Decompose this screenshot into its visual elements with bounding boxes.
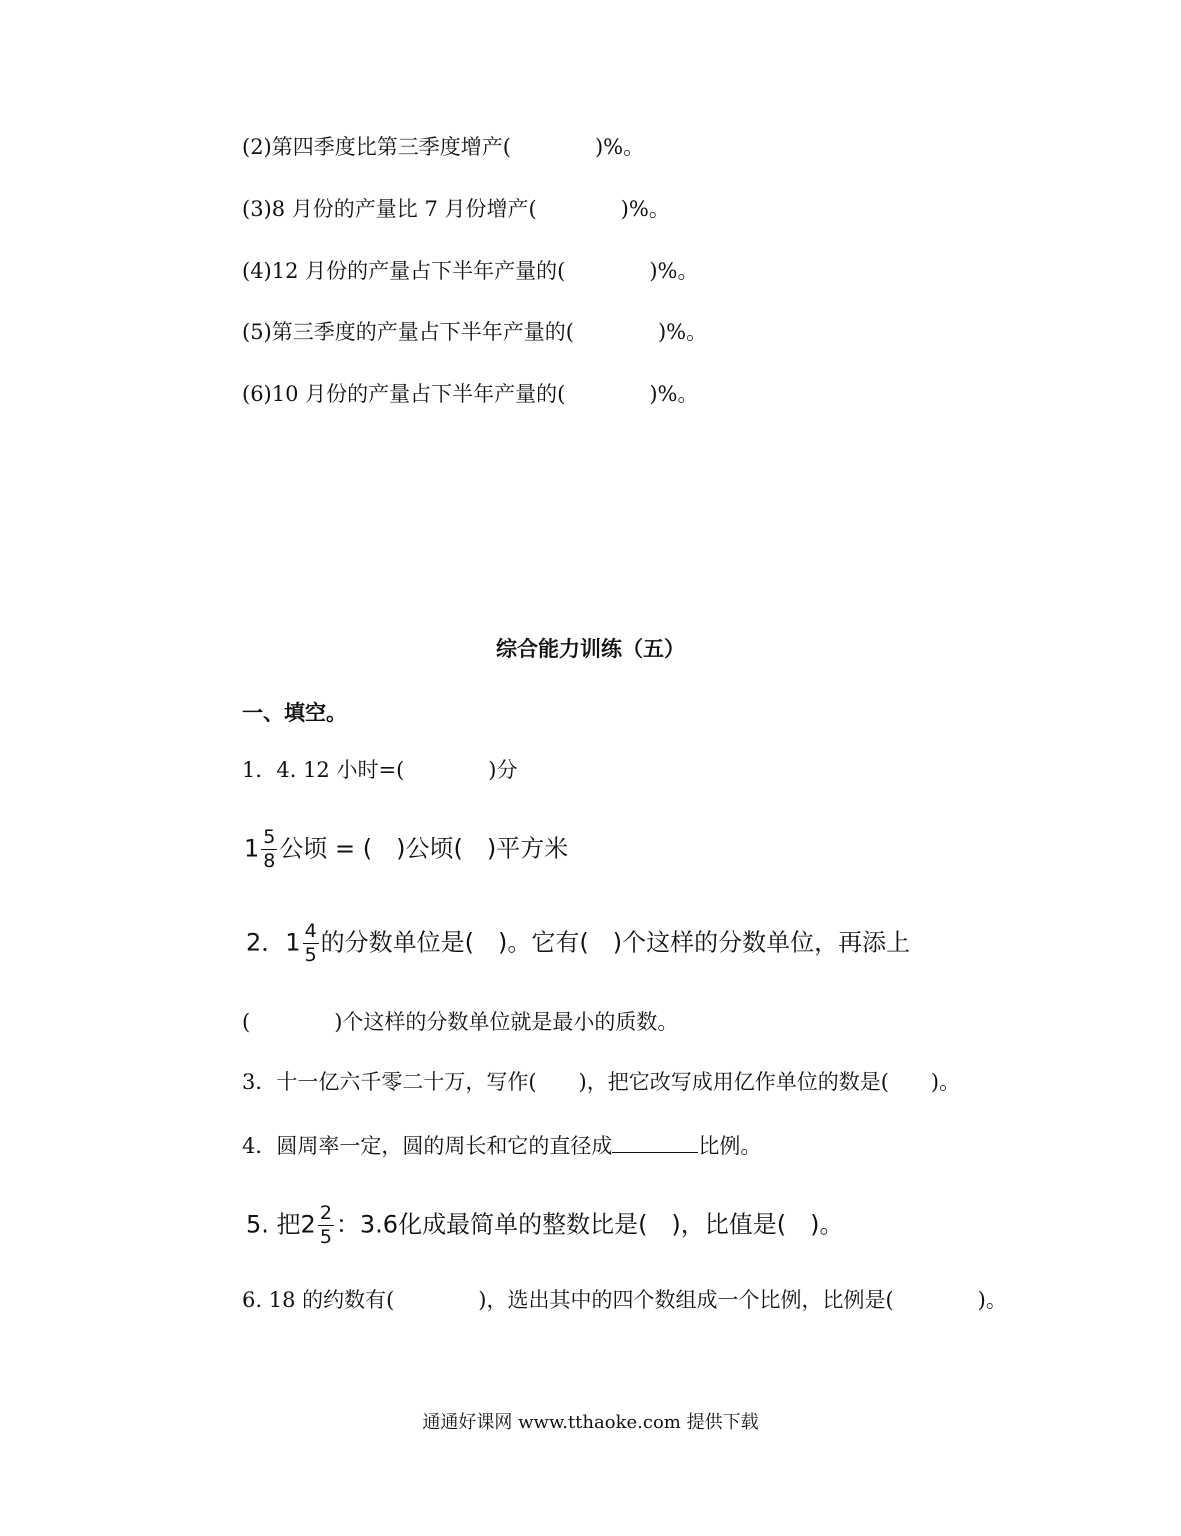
question-3: 3．十一亿六千零二十万，写作( )，把它改写成用亿作单位的数是( )。	[242, 1070, 961, 1094]
fraction	[303, 922, 319, 965]
fraction-denominator: 5	[304, 944, 317, 966]
answer-blank-underline	[612, 1130, 698, 1153]
section-title: 综合能力训练（五）	[496, 637, 685, 661]
question-item-3: (3)8 月份的产量比 7 月份增产( )%。	[242, 197, 670, 221]
question-4	[242, 1130, 761, 1160]
question-item-6: (6)10 月份的产量占下半年产量的( )%。	[242, 382, 699, 406]
mixed-number-whole: 1	[244, 834, 260, 863]
fraction	[261, 828, 277, 871]
question-2-prefix: 2．	[246, 928, 286, 957]
question-1-text: 公顷 = ( )公顷( )平方米	[279, 834, 569, 863]
question-1-line-2	[244, 828, 568, 871]
question-1-line-1: 1．4. 12 小时=( )分	[242, 758, 518, 782]
question-4-after: 比例。	[698, 1134, 762, 1158]
question-5-prefix: 5. 把	[246, 1210, 301, 1239]
question-item-5: (5)第三季度的产量占下半年产量的( )%。	[242, 320, 708, 344]
question-4-before: 4．圆周率一定，圆的周长和它的直径成	[242, 1134, 613, 1158]
fraction-numerator: 5	[263, 826, 276, 848]
mixed-number-whole: 1	[285, 928, 301, 957]
question-2-line-1	[246, 922, 910, 965]
question-item-2: (2)第四季度比第三季度增产( )%。	[242, 135, 645, 159]
question-2-line-2: ( )个这样的分数单位就是最小的质数。	[242, 1010, 679, 1034]
page-footer: 通通好课网 www.tthaoke.com 提供下载	[422, 1412, 759, 1433]
question-5-text: ：3.6化成最简单的整数比是( )，比值是( )。	[335, 1210, 844, 1239]
fraction-denominator: 8	[263, 850, 276, 872]
question-item-4: (4)12 月份的产量占下半年产量的( )%。	[242, 259, 699, 283]
fraction-numerator: 2	[319, 1202, 332, 1224]
fraction	[318, 1204, 334, 1247]
fraction-numerator: 4	[304, 920, 317, 942]
question-6: 6. 18 的约数有( )，选出其中的四个数组成一个比例，比例是( )。	[242, 1288, 1007, 1312]
fraction-denominator: 5	[319, 1226, 332, 1248]
section-heading-fill-blank: 一、填空。	[242, 701, 347, 725]
question-2-text: 的分数单位是( )。它有( )个这样的分数单位，再添上	[320, 928, 911, 957]
mixed-number-whole: 2	[300, 1210, 316, 1239]
question-5	[246, 1204, 844, 1247]
